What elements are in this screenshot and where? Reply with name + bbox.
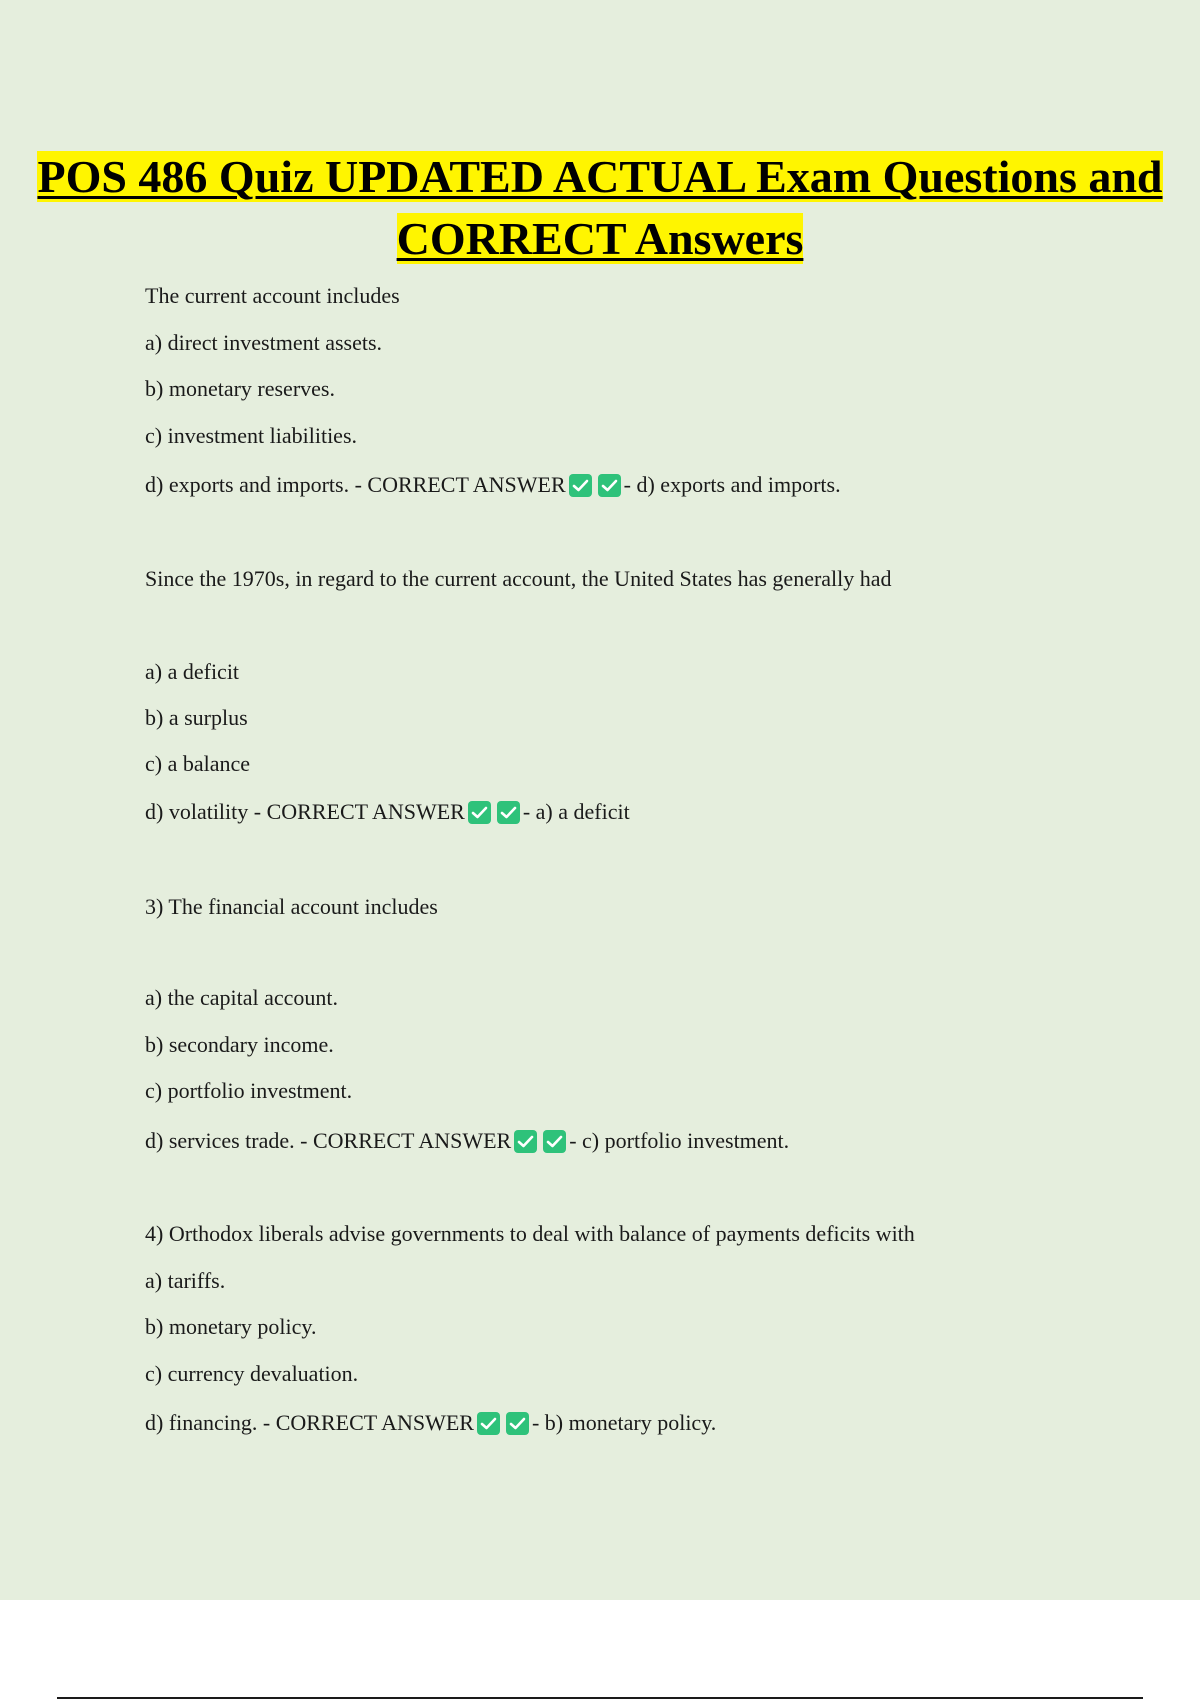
question-3-option-c: c) portfolio investment. [145, 1078, 353, 1103]
question-3-prompt: 3) The financial account includes [145, 894, 438, 919]
question-3-answer-line [145, 1128, 789, 1154]
question-3-option-b: b) secondary income. [145, 1032, 334, 1057]
question-1-prompt: The current account includes [145, 283, 400, 308]
question-4-prompt: 4) Orthodox liberals advise governments to deal with balance of payments deficits with [145, 1221, 915, 1246]
question-2-option-b: b) a surplus [145, 705, 248, 730]
page-title: POS 486 Quiz UPDATED ACTUAL Exam Questions and CORRECT Answers [37, 151, 1163, 264]
question-4-option-d: d) financing. [145, 1410, 258, 1435]
question-2-option-a: a) a deficit [145, 659, 240, 684]
question-1-option-b: b) monetary reserves. [145, 376, 335, 401]
question-1-answer-line [145, 472, 841, 498]
question-2-answer-line [145, 799, 630, 825]
question-2-correct-answer: - a) a deficit [522, 799, 630, 824]
title-block [0, 146, 1200, 270]
question-1-option-c: c) investment liabilities. [145, 423, 358, 448]
check-box-icon [506, 1412, 529, 1435]
question-2-option-c: c) a balance [145, 751, 251, 776]
check-box-icon [497, 801, 520, 824]
question-1-option-d: d) exports and imports. [145, 472, 350, 497]
correct-answer-label: - CORRECT ANSWER [300, 1128, 512, 1153]
question-1-option-a: a) direct investment assets. [145, 330, 383, 355]
question-4-option-a: a) tariffs. [145, 1268, 226, 1293]
check-box-icon [598, 474, 621, 497]
question-3-option-a: a) the capital account. [145, 985, 339, 1010]
question-2-prompt: Since the 1970s, in regard to the current account, the United States has generally had [145, 566, 892, 591]
check-box-icon [543, 1130, 566, 1153]
correct-answer-label: - CORRECT ANSWER [262, 1410, 474, 1435]
check-box-icon [569, 474, 592, 497]
correct-answer-label: - CORRECT ANSWER [253, 799, 465, 824]
question-2-option-d: d) volatility [145, 799, 249, 824]
question-4-option-b: b) monetary policy. [145, 1314, 317, 1339]
footer-divider [57, 1697, 1143, 1699]
check-box-icon [477, 1412, 500, 1435]
check-box-icon [468, 801, 491, 824]
question-3-option-d: d) services trade. [145, 1128, 295, 1153]
question-3-correct-answer: - c) portfolio investment. [569, 1128, 790, 1153]
correct-answer-label: - CORRECT ANSWER [354, 472, 566, 497]
question-4-option-c: c) currency devaluation. [145, 1361, 359, 1386]
check-box-icon [514, 1130, 537, 1153]
question-4-correct-answer: - b) monetary policy. [531, 1410, 717, 1435]
question-4-answer-line [145, 1410, 716, 1436]
question-1-correct-answer: - d) exports and imports. [623, 472, 841, 497]
